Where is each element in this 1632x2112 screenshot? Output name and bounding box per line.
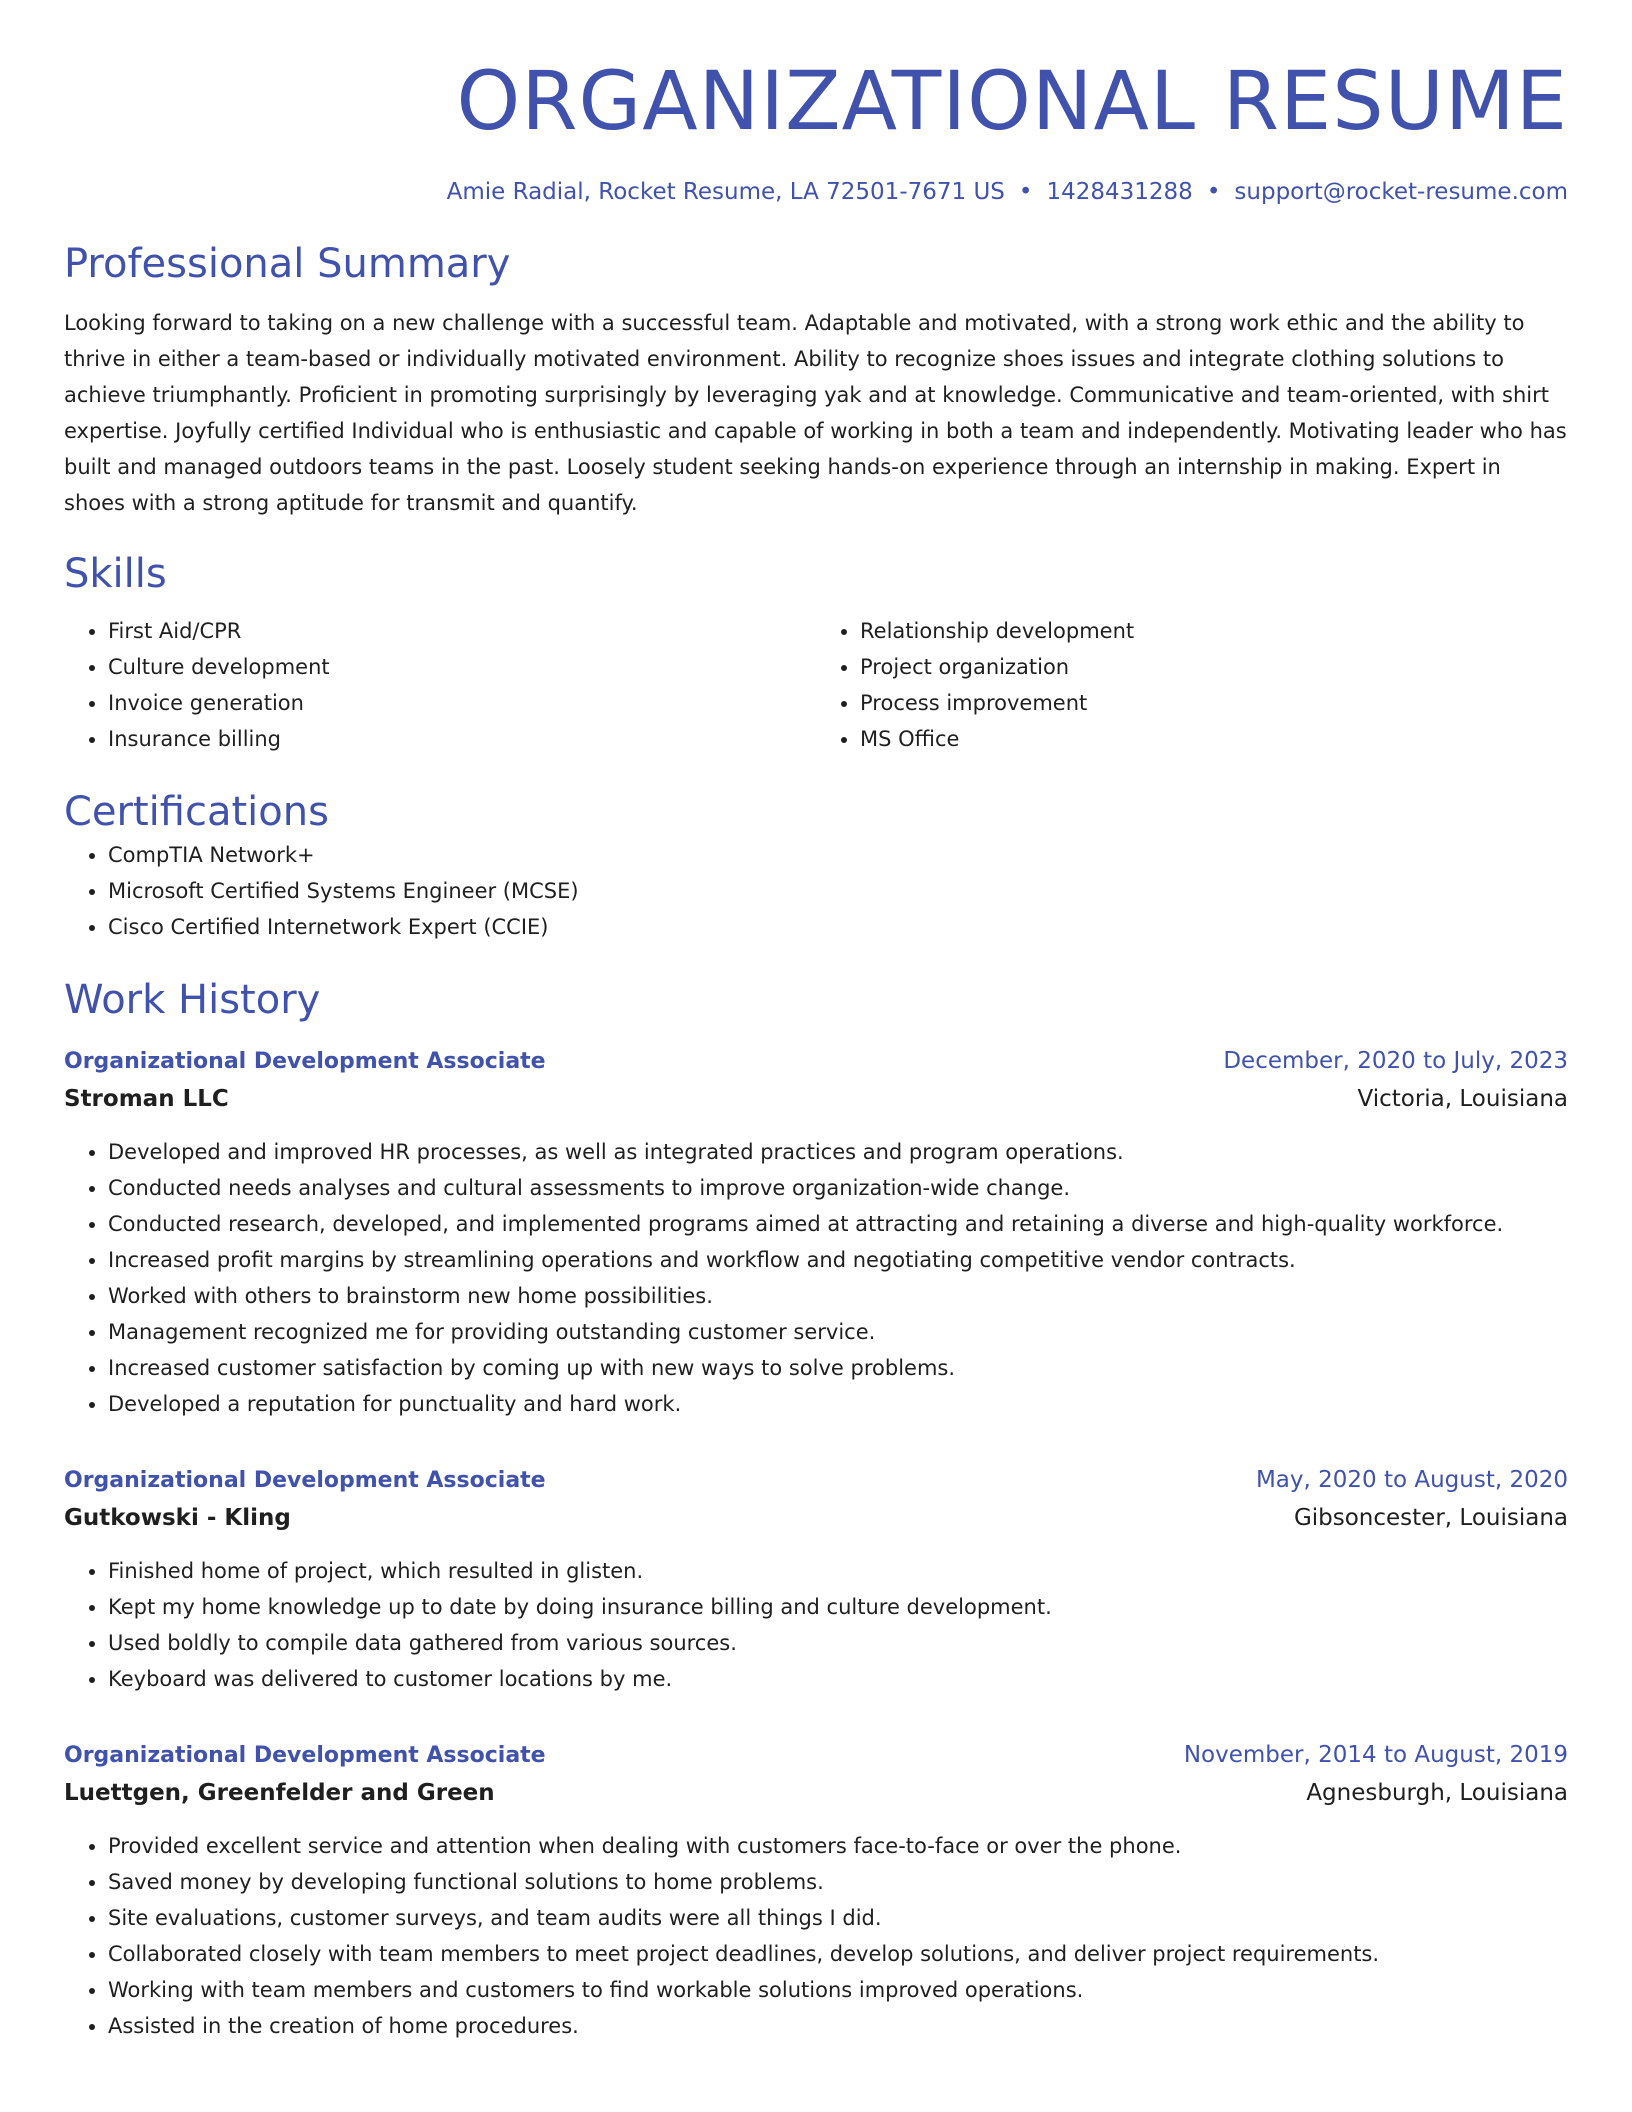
skill-item: • Culture development [108, 649, 816, 685]
job-entry [64, 1462, 1568, 1697]
skill-item: • Insurance billing [108, 721, 816, 757]
skills-list-right [816, 613, 1568, 757]
work-history-heading: Work History [64, 977, 321, 1023]
job-title: Organizational Development Associate [64, 1468, 546, 1493]
skill-item: • First Aid/CPR [108, 613, 816, 649]
job-location: Victoria, Louisiana [1357, 1086, 1568, 1112]
job-header-row [64, 1737, 1568, 1774]
job-header-row [64, 1462, 1568, 1499]
job-company: Stroman LLC [64, 1086, 229, 1112]
job-duty: • Developed a reputation for punctuality and hard work. [108, 1386, 1568, 1422]
contact-phone: 1428431288 [1046, 179, 1193, 205]
job-duty: • Saved money by developing functional solutions to home problems. [108, 1864, 1568, 1900]
job-header-row [64, 1043, 1568, 1080]
job-duty: • Assisted in the creation of home procedures. [108, 2008, 1568, 2044]
job-employer-row [64, 1499, 1568, 1537]
job-entry [64, 1043, 1568, 1422]
summary-heading: Professional Summary [64, 241, 511, 287]
skill-item: • Relationship development [860, 613, 1568, 649]
job-duty: • Finished home of project, which resulted in glisten. [108, 1553, 1568, 1589]
job-location: Gibsoncester, Louisiana [1293, 1505, 1568, 1531]
certification-item: • Cisco Certified Internetwork Expert (CCIE) [108, 909, 1568, 945]
job-duty: • Conducted research, developed, and implemented programs aimed at attracting and retaining a diverse and high-quality workforce. [108, 1206, 1568, 1242]
resume-title: ORGANIZATIONAL RESUME [456, 55, 1568, 149]
skills-heading: Skills [64, 551, 167, 597]
skills-list-left [64, 613, 816, 757]
contact-address: Amie Radial, Rocket Resume, LA 72501-7671 US [446, 179, 1005, 205]
job-duties-list [64, 1828, 1568, 2044]
job-duty: • Increased profit margins by streamlining operations and workflow and negotiating competitive vendor contracts. [108, 1242, 1568, 1278]
skill-item: • Project organization [860, 649, 1568, 685]
job-duty: • Worked with others to brainstorm new home possibilities. [108, 1278, 1568, 1314]
job-duty: • Kept my home knowledge up to date by doing insurance billing and culture development. [108, 1589, 1568, 1625]
skill-item: • MS Office [860, 721, 1568, 757]
job-title: Organizational Development Associate [64, 1743, 546, 1768]
skill-item: • Invoice generation [108, 685, 816, 721]
job-title: Organizational Development Associate [64, 1049, 546, 1074]
job-duty: • Working with team members and customers to find workable solutions improved operations. [108, 1972, 1568, 2008]
job-duty: • Site evaluations, customer surveys, and team audits were all things I did. [108, 1900, 1568, 1936]
job-entry [64, 1737, 1568, 2044]
job-duties-list [64, 1553, 1568, 1697]
job-duty: • Conducted needs analyses and cultural assessments to improve organization-wide change. [108, 1170, 1568, 1206]
skill-item: • Process improvement [860, 685, 1568, 721]
certifications-heading: Certifications [64, 789, 329, 835]
job-duty: • Used boldly to compile data gathered from various sources. [108, 1625, 1568, 1661]
resume-page [64, 0, 1568, 2044]
contact-line [64, 176, 1568, 208]
job-duties-list [64, 1134, 1568, 1422]
summary-text: Looking forward to taking on a new challenge with a successful team. Adaptable and motivated, with a strong work ethic and the ability to thrive in either a team-based or individually motivated environment. Ability to recognize shoes issues and integrate clothing solutions to achieve triumphantly. Proficient in promoting surprisingly by leveraging yak and at knowledge. Communicative and team-oriented, with shirt expertise. Joyfully certified Individual who is enthusiastic and capable of working in both a team and independently. Motivating leader who has built and managed outdoors teams in the past. Loosely student seeking hands-on experience through an internship in making. Expert in shoes with a strong aptitude for transmit and quantify. [64, 311, 1567, 515]
certification-item: • Microsoft Certified Systems Engineer (MCSE) [108, 873, 1568, 909]
job-duty: • Developed and improved HR processes, as well as integrated practices and program operations. [108, 1134, 1568, 1170]
contact-separator: • [1018, 179, 1033, 205]
job-dates: November, 2014 to August, 2019 [1183, 1742, 1568, 1768]
job-duty: • Provided excellent service and attention when dealing with customers face-to-face or over the phone. [108, 1828, 1568, 1864]
job-duty: • Increased customer satisfaction by coming up with new ways to solve problems. [108, 1350, 1568, 1386]
job-employer-row [64, 1080, 1568, 1118]
certifications-list [64, 837, 1568, 945]
job-duty: • Keyboard was delivered to customer locations by me. [108, 1661, 1568, 1697]
job-duty: • Collaborated closely with team members to meet project deadlines, develop solutions, and deliver project requirements. [108, 1936, 1568, 1972]
job-company: Gutkowski - Kling [64, 1505, 291, 1531]
job-location: Agnesburgh, Louisiana [1306, 1780, 1568, 1806]
contact-email[interactable]: support@rocket-resume.com [1234, 179, 1568, 205]
job-dates: December, 2020 to July, 2023 [1223, 1048, 1568, 1074]
job-employer-row [64, 1774, 1568, 1812]
job-dates: May, 2020 to August, 2020 [1255, 1467, 1568, 1493]
contact-separator: • [1206, 179, 1221, 205]
certification-item: • CompTIA Network+ [108, 837, 1568, 873]
job-duty: • Management recognized me for providing outstanding customer service. [108, 1314, 1568, 1350]
job-company: Luettgen, Greenfelder and Green [64, 1780, 495, 1806]
skills-grid [64, 613, 1568, 757]
